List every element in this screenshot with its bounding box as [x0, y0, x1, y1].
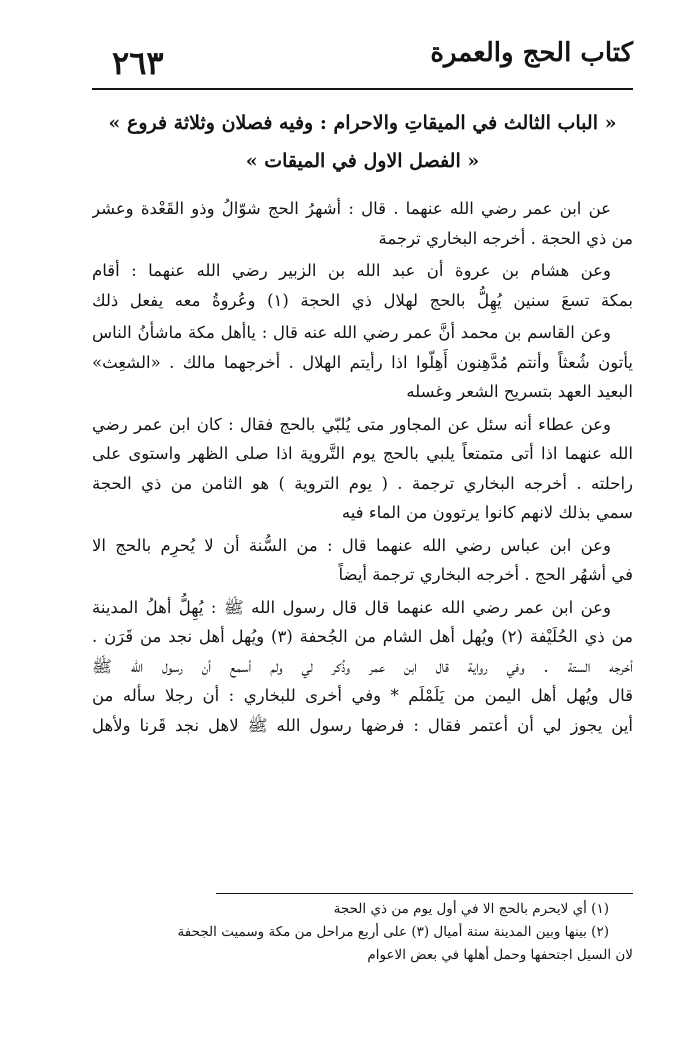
text-line: وعن ابن عمر رضي الله عنهما قال قال رسول الله ﷺ : يُهِلُّ أهلُ المدينة	[92, 597, 611, 617]
page-number: ٢٦٣	[112, 44, 164, 82]
text-line: أخرجه الستة . وفي رواية قال ابن عمر وذُكر لي ولم أسمع أن رسول الله ﷺ	[92, 656, 633, 676]
footnote-rule	[216, 893, 633, 894]
chapter-title: « الباب الثالث في الميقاتِ والاحرام : وفيه فصلان وثلاثة فروع »	[108, 112, 617, 134]
text-line: قال ويُهل أهل اليمن من يَلَمْلَم * وفي أخرى للبخاري : أن رجلا سأله من	[92, 686, 633, 705]
text-line: وعن ابن عباس رضي الله عنهما قال : من السُّنة أن لا يُحرِم بالحج الا	[92, 535, 611, 555]
footnote: لان السيل اجتحفها وحمل أهلها في بعض الاعوام	[367, 947, 633, 963]
section-title: « الفصل الاول في الميقات »	[245, 150, 480, 172]
text-line: الله عنهما اذا أتى متمتعاً يلبي بالحج يوم التَّروية اذا صلى الظهر واستوى على	[92, 444, 633, 463]
text-line: يأتون شُعثاً وأنتم مُدَّهِنون أَهِلّوا اذا رأيتم الهلال . أخرجهما مالك . «الشعِث»	[92, 352, 633, 372]
header-rule	[92, 88, 633, 90]
body-text	[92, 194, 633, 740]
text-line: من ذي الحجة . أخرجه البخاري ترجمة	[378, 228, 633, 248]
text-line: من ذي الحُلَيْفة (٢) ويُهل أهل الشام من الجُحفة (٣) ويُهل أهل نجد من قَرَن .	[92, 627, 633, 646]
text-line: وعن عطاء أنه سئل عن المجاور متى يُلبّي بالحج فقال : كان ابن عمر رضي	[92, 414, 611, 434]
text-line: عن ابن عمر رضي الله عنهما . قال : أشهرُ الحج شوّالُ وذو القَعْدة وعشر	[92, 199, 611, 218]
text-line: بمكة تسعَ سنين يُهِلُّ بالحج لهلال ذي الحجة (١) وعُروةُ معه يفعل ذلك	[92, 290, 633, 310]
footnote: (١) أي لايحرم بالحج الا في أول يوم من ذي الحجة	[333, 901, 609, 917]
footnotes	[92, 898, 633, 967]
text-line: البعيد العهد بتسريح الشعر وغسله	[406, 382, 633, 401]
text-line: أين يجوز لي أن أعتمر فقال : فرضها رسول الله ﷺ لاهل نجد قَرنا ولأهل	[92, 715, 633, 735]
text-line: وعن القاسم بن محمد أنَّ عمر رضي الله عنه قال : ياأهل مكة ماشأنُ الناس	[92, 323, 611, 342]
text-line: في أشهُر الحج . أخرجه البخاري ترجمة أيضاً	[338, 565, 633, 584]
text-line: راحلته . أخرجه البخاري ترجمة . ( يوم التروية ) هو الثامن من ذي الحجة	[92, 473, 633, 493]
page-header	[92, 30, 633, 84]
text-line: وعن هشام بن عروة أن عبد الله بن الزبير رضي الله عنهما : أقام	[92, 261, 611, 280]
running-title: كتاب الحج والعمرة	[430, 38, 633, 68]
text-line: سمي بذلك لانهم كانوا يرتوون من الماء فيه	[341, 503, 633, 522]
footnote: (٢) بينها وبين المدينة ستة أميال (٣) على أربع مراحل من مكة وسميت الجحفة	[177, 924, 609, 940]
